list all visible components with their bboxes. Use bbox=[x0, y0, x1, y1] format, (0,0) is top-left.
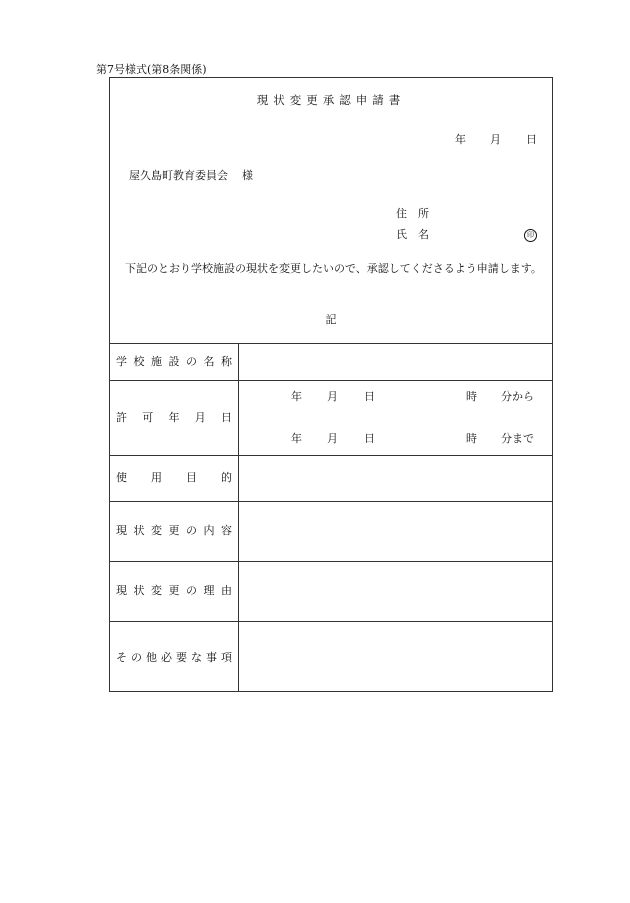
change-content-field[interactable] bbox=[239, 562, 552, 620]
change-reason-field[interactable] bbox=[239, 622, 552, 680]
to-day: 日 bbox=[364, 432, 375, 445]
ki-heading: 記 bbox=[325, 313, 337, 326]
label-purpose: 使用目的 bbox=[116, 471, 232, 484]
date-day: 日 bbox=[526, 133, 537, 146]
to-month: 月 bbox=[327, 432, 338, 445]
date-month: 月 bbox=[490, 133, 501, 146]
address-label: 住 所 bbox=[396, 207, 429, 220]
addressee bbox=[129, 170, 253, 181]
application-form bbox=[109, 77, 553, 692]
from-minute: 分から bbox=[501, 390, 534, 403]
to-hour: 時 bbox=[466, 432, 477, 445]
facility-name-field[interactable] bbox=[239, 344, 552, 379]
label-change-reason: 現状変更の理由 bbox=[116, 584, 232, 597]
to-year: 年 bbox=[291, 432, 302, 445]
seal-mark: 印 bbox=[524, 229, 537, 242]
form-title: 現状変更承認申請書 bbox=[256, 93, 406, 107]
row-divider bbox=[110, 380, 552, 381]
row-divider bbox=[110, 455, 552, 456]
label-facility-name: 学校施設の名称 bbox=[116, 355, 232, 368]
label-permit-date: 許可年月日 bbox=[116, 411, 232, 424]
purpose-field[interactable] bbox=[239, 502, 552, 560]
label-other: その他必要な事項 bbox=[116, 651, 232, 664]
form-number: 第7号様式(第8条関係) bbox=[96, 63, 207, 76]
addressee-honorific: 様 bbox=[242, 169, 253, 182]
from-year: 年 bbox=[291, 390, 302, 403]
other-field[interactable] bbox=[239, 682, 552, 750]
name-label: 氏 名 bbox=[396, 228, 429, 241]
from-month: 月 bbox=[327, 390, 338, 403]
from-hour: 時 bbox=[466, 390, 477, 403]
to-minute: 分まで bbox=[501, 432, 534, 445]
addressee-name: 屋久島町教育委員会 bbox=[129, 169, 228, 182]
request-text: 下記のとおり学校施設の現状を変更したいので、承認してくださるよう申請します。 bbox=[114, 262, 542, 275]
label-change-content: 現状変更の内容 bbox=[116, 524, 232, 537]
from-day: 日 bbox=[364, 390, 375, 403]
date-year: 年 bbox=[455, 133, 466, 146]
